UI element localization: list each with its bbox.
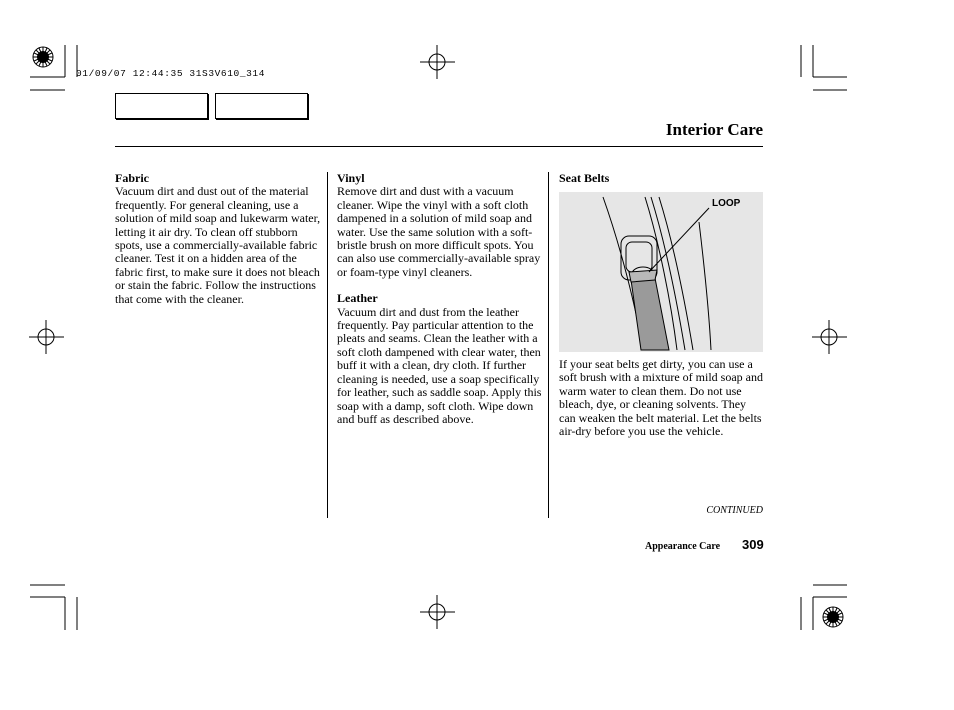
tab-box-1 — [115, 93, 208, 119]
seat-belt-illustration — [559, 192, 763, 352]
heading-fabric: Fabric — [115, 171, 149, 185]
column-seat-belts-body — [559, 358, 763, 451]
column-divider-2 — [548, 172, 549, 518]
print-timestamp: 01/09/07 12:44:35 31S3V610_314 — [76, 68, 266, 79]
body-fabric: Vacuum dirt and dust out of the material frequently. For general cleaning, use a solution of mild soap and lukewarm water, letting it air dry. To clean off stubborn spots, use a commercially-available fabric cleaner. Test it on a hidden area of the fabric first, to make sure it does not bleach or stain the fabric. Follow the instructions that come with the cleaner. — [115, 184, 321, 306]
heading-vinyl: Vinyl — [337, 171, 365, 185]
starburst-top-left — [33, 47, 53, 67]
column-divider-1 — [327, 172, 328, 518]
continued-note: CONTINUED — [706, 505, 763, 516]
body-vinyl: Remove dirt and dust with a vacuum cleaner. Wipe the vinyl with a soft cloth dampened in a solution of mild soap and water. Use the same solution with a soft-bristle brush on more difficult spots. You can also use commercially-available spray or foam-type vinyl cleaners. — [337, 184, 541, 279]
heading-seat-belts: Seat Belts — [559, 171, 610, 185]
body-seat-belts: If your seat belts get dirty, you can use a soft brush with a mixture of mild soap and warm water to clean them. Do not use bleach, dye, or cleaning solvents. They can weaken the belt material. Let the belts air-dry before you use the vehicle. — [559, 357, 763, 439]
title-rule — [115, 146, 763, 147]
page-title: Interior Care — [665, 120, 763, 139]
column-seat-belts — [559, 172, 763, 185]
figure-label-loop: LOOP — [712, 198, 741, 209]
registration-bottom — [420, 595, 455, 629]
footer-section-name: Appearance Care — [645, 541, 721, 552]
column-fabric — [115, 172, 325, 319]
page-number: 309 — [742, 537, 764, 552]
heading-leather: Leather — [337, 291, 378, 306]
tab-box-2 — [215, 93, 308, 119]
registration-right — [812, 320, 847, 354]
registration-left — [29, 320, 64, 354]
starburst-bottom-right — [823, 607, 843, 627]
column-vinyl-leather — [337, 172, 545, 439]
registration-top — [420, 45, 455, 79]
body-leather: Vacuum dirt and dust from the leather frequently. Pay particular attention to the pleats and seams. Clean the leather with a soft cloth dampened with clear water, then buff it with a clean, dry cloth. If further cleaning is needed, use a soap specifically for leather, such as saddle soap. Apply this soap with a damp, soft cloth. Wipe down and buff as described above. — [337, 304, 542, 426]
